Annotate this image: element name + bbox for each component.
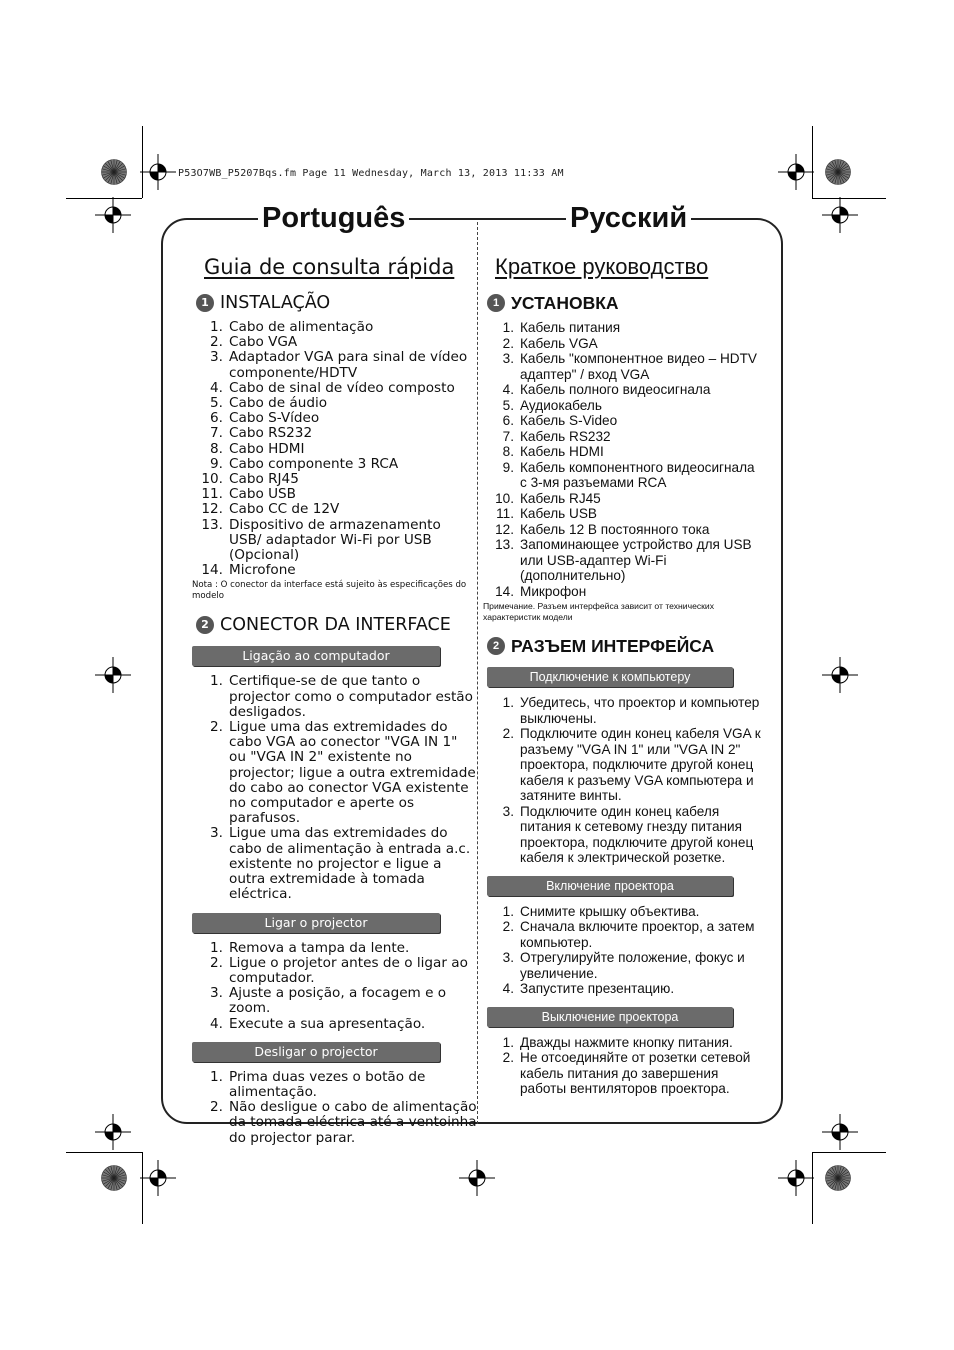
item-number: 1. [210,1068,223,1085]
cable-list [483,320,763,599]
list-item [483,904,763,920]
item-number: 2. [502,919,514,934]
list-item [192,442,477,457]
item-number: 2. [210,954,223,971]
list-item [483,919,763,950]
color-target-mark [825,1165,851,1191]
section-title: CONECTOR DA INTERFACE [220,615,451,636]
interface-note: Примечание. Разъем интерфейса зависит от технических характеристик модели [483,601,715,622]
item-text: Запустите презентацию. [520,981,675,996]
item-text: Подключите один конец кабеля VGA к разъему "VGA IN 1" или "VGA IN 2" проектора, подключите другой конец кабеля к разъему VGA компьютера и затяните винты. [520,726,761,803]
item-text: Не отсоединяйте от розетки сетевой кабель питания до завершения работы вентиляторов проектора. [520,1050,751,1096]
guide-title: Краткое руководство [495,254,709,279]
language-title-portuguese: Português [258,198,409,238]
subsection-bar-power-off: Desligar o projector [192,1042,440,1062]
power-off-steps [483,1035,763,1097]
item-number: 11. [201,486,223,503]
list-item [483,804,763,866]
list-item [483,398,763,414]
list-item [483,981,763,997]
section-number-badge: 2 [487,637,505,655]
connect-steps [483,695,763,866]
item-text: Ligue uma das extremidades do cabo de alimentação à entrada a.c. existente no projector e ligue a outra extremidade à tomada eléctrica. [229,825,471,903]
list-item [483,444,763,460]
item-number: 9. [210,455,223,472]
item-number: 10. [495,490,514,506]
list-item [483,460,763,491]
list-item [483,320,763,336]
item-number: 7. [502,428,514,444]
power-on-steps [192,941,477,1032]
item-number: 3. [502,950,514,965]
item-text: Cabo de alimentação [229,319,374,335]
column-divider [477,222,478,1124]
item-number: 3. [502,803,514,819]
list-item [192,335,477,350]
item-number: 10. [201,471,223,488]
item-text: Certifique-se de que tanto o projector como o computador estão desligados. [229,673,473,720]
item-text: Remova a tampa da lente. [229,939,410,956]
item-number: 1. [210,673,223,690]
subsection-bar-power-off: Выключение проектора [487,1007,733,1027]
item-number: 2. [210,1099,223,1116]
item-text: Аудиокабель [520,397,602,413]
item-text: Cabo de áudio [229,395,328,412]
fm-header: P53O7WB_P5207Bqs.fm Page 11 Wednesday, March 13, 2013 11:33 AM [178,168,564,179]
portuguese-column [192,252,477,1146]
item-text: Запоминающее устройство для USB или USB-адаптер Wi-Fi (дополнительно) [520,537,752,583]
registration-mark [822,657,858,693]
item-text: Убедитесь, что проектор и компьютер выключены. [520,695,760,726]
item-text: Сначала включите проектор, а затем компьютер. [520,919,755,950]
item-number: 5. [210,395,223,412]
subsection-bar-connect: Подключение к компьютеру [487,667,733,687]
list-item [192,563,477,578]
item-number: 4. [502,981,514,996]
registration-mark [140,1160,176,1196]
color-target-mark [101,1165,127,1191]
crop-line [812,1152,886,1153]
list-item [192,1017,477,1032]
item-number: 2. [210,719,223,736]
color-target-mark [101,159,127,185]
list-item [483,950,763,981]
guide-title: Guia de consulta rápida [204,255,455,279]
section-heading-installation [483,292,763,314]
item-text: Кабель USB [520,506,597,521]
item-number: 1. [210,939,223,956]
list-item [192,426,477,441]
item-number: 3. [502,351,514,366]
item-number: 8. [502,444,514,459]
item-number: 6. [502,413,514,428]
list-item [192,487,477,502]
list-item [192,518,477,564]
interface-note: Nota : O conector da interface está sujeito às especificações do modelo [192,580,467,602]
item-number: 11. [496,506,514,521]
subsection-bar-power-on: Включение проектора [487,876,733,896]
item-text: Кабель питания [520,320,621,335]
list-item [192,457,477,472]
registration-mark [95,197,131,233]
item-text: Cabo VGA [229,334,298,351]
item-number: 2. [210,334,223,351]
list-item [192,674,477,720]
list-item [192,350,477,380]
item-number: 1. [210,319,223,335]
list-item [483,429,763,445]
item-number: 8. [210,440,223,457]
item-text: Дважды нажмите кнопку питания. [520,1034,733,1050]
item-number: 14. [495,583,514,599]
item-text: Dispositivo de armazenamento USB/ adaptador Wi-Fi por USB (Opcional) [229,516,441,564]
list-item [192,720,477,826]
item-text: Кабель HDMI [520,444,604,459]
item-number: 5. [502,397,514,413]
language-title-russian: Русский [566,198,691,238]
section-heading-installation [192,292,477,314]
list-item [192,986,477,1016]
list-item [192,411,477,426]
item-text: Cabo componente 3 RCA [229,455,399,472]
section-heading-interface [192,614,477,636]
section-title: УСТАНОВКА [511,293,619,313]
item-text: Cabo HDMI [229,440,305,457]
item-number: 2. [502,726,514,741]
power-on-steps [483,904,763,997]
connect-steps [192,674,477,902]
registration-mark [778,1160,814,1196]
list-item [483,506,763,522]
list-item [483,584,763,600]
section-title: РАЗЪЕМ ИНТЕРФЕЙСА [511,636,715,656]
item-number: 7. [210,425,223,442]
item-text: Execute a sua apresentação. [229,1015,426,1032]
item-number: 9. [502,459,514,475]
list-item [192,956,477,986]
item-number: 12. [201,501,223,518]
list-item [483,695,763,726]
item-number: 6. [210,410,223,427]
list-item [192,941,477,956]
item-text: Ligue o projetor antes de o ligar ao computador. [229,954,468,986]
registration-mark [459,1160,495,1196]
item-text: Снимите крышку объектива. [520,903,700,919]
item-number: 1. [502,695,514,710]
item-text: Кабель S-Video [520,413,618,428]
section-number-badge: 2 [196,616,214,634]
item-number: 4. [502,382,514,397]
item-number: 2. [502,335,514,351]
list-item [192,826,477,902]
item-text: Кабель полного видеосигнала [520,382,711,397]
item-number: 3. [210,985,223,1002]
item-number: 4. [210,379,223,396]
section-title: INSTALAÇÃO [220,293,331,313]
item-text: Кабель RJ45 [520,490,601,506]
russian-column [483,252,763,1097]
item-number: 1. [502,903,514,919]
section-number-badge: 1 [487,294,505,312]
item-text: Cabo de sinal de vídeo composto [229,379,455,396]
item-text: Кабель VGA [520,335,598,351]
item-text: Adaptador VGA para sinal de vídeo componente/HDTV [229,349,468,381]
item-text: Cabo RS232 [229,425,313,442]
power-off-steps [192,1070,477,1146]
list-item [192,1070,477,1100]
item-text: Кабель 12 В постоянного тока [520,521,710,537]
item-text: Cabo S-Vídeo [229,410,320,427]
list-item [483,1035,763,1051]
item-text: Não desligue o cabo de alimentação da tomada eléctrica até a ventoinha do projector parar. [229,1099,477,1146]
list-item [192,396,477,411]
item-number: 2. [502,1050,514,1065]
item-number: 3. [210,825,223,842]
list-item [192,381,477,396]
subsection-bar-connect: Ligação ao computador [192,646,440,666]
registration-mark [95,1114,131,1150]
list-item [192,320,477,335]
item-text: Cabo RJ45 [229,471,299,488]
item-text: Кабель RS232 [520,428,611,444]
list-item [192,472,477,487]
item-number: 14. [201,562,223,579]
registration-mark [95,657,131,693]
section-number-badge: 1 [196,294,214,312]
list-item [192,502,477,517]
list-item [483,382,763,398]
item-text: Cabo CC de 12V [229,501,340,518]
list-item [483,413,763,429]
item-number: 3. [210,349,223,366]
item-text: Отрегулируйте положение, фокус и увеличение. [520,950,745,981]
item-number: 13. [495,537,514,552]
list-item [483,537,763,584]
item-number: 4. [210,1015,223,1032]
list-item [483,522,763,538]
item-text: Microfone [229,562,296,579]
section-heading-interface [483,635,763,657]
registration-mark [778,154,814,190]
item-number: 12. [495,521,514,537]
cable-list [192,320,477,578]
list-item [192,1100,477,1146]
list-item [483,351,763,382]
item-text: Кабель компонентного видеосигнала с 3-мя разъемами RCA [520,459,755,490]
list-item [483,726,763,804]
registration-mark [822,197,858,233]
item-text: Подключите один конец кабеля питания к сетевому гнезду питания проектора, подключите другой конец кабеля к электрической розетке. [520,803,754,865]
item-number: 1. [502,320,514,335]
list-item [483,491,763,507]
subsection-bar-power-on: Ligar o projector [192,913,440,933]
item-text: Микрофон [520,583,587,599]
item-number: 13. [201,516,223,533]
item-text: Cabo USB [229,486,296,503]
list-item [483,336,763,352]
list-item [483,1050,763,1097]
crop-line [66,1152,142,1153]
registration-mark [822,1114,858,1150]
item-text: Ajuste a posição, a focagem e o zoom. [229,985,447,1017]
item-text: Prima duas vezes o botão de alimentação. [229,1068,426,1100]
registration-mark [140,154,176,190]
item-text: Ligue uma das extremidades do cabo VGA ao conector "VGA IN 1" ou "VGA IN 2" existente no projector; ligue a outra extremidade do cabo ao conector VGA existente no computador e aperte os parafusos. [229,719,476,827]
item-number: 1. [502,1034,514,1050]
item-text: Кабель "компонентное видео – HDTV адаптер" / вход VGA [520,351,757,382]
color-target-mark [825,159,851,185]
